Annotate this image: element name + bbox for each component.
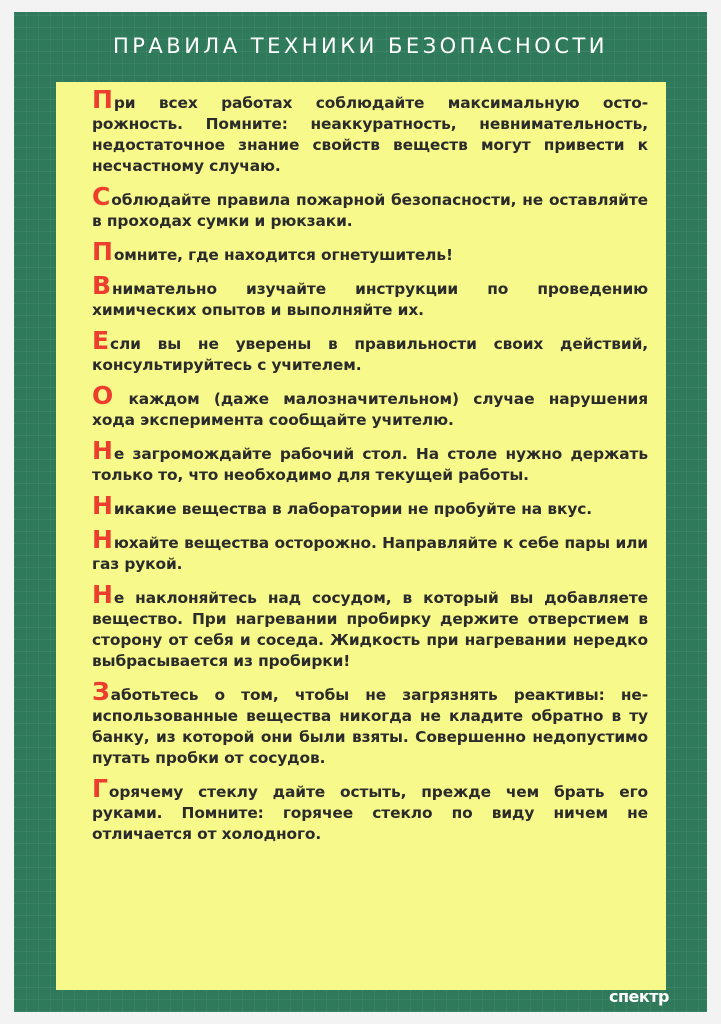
- publisher-logo: спектр: [609, 987, 669, 1006]
- rule-item: [92, 85, 648, 177]
- poster-title: ПРАВИЛА ТЕХНИКИ БЕЗОПАСНОСТИ: [112, 34, 609, 58]
- rules-panel: [56, 82, 666, 990]
- rule-initial: Е: [92, 326, 109, 355]
- rule-initial: Н: [92, 580, 113, 609]
- rule-text: юхайте вещества осторожно. Направляйте к себе пары или газ рукой.: [92, 534, 648, 573]
- rule-text: облюдайте правила пожарной безопасности, не оставляйте в проходах сумки и рюкзаки.: [92, 191, 648, 230]
- rule-item: [92, 326, 648, 376]
- rule-text: сли вы не уверены в правильности своих действий, консультируйтесь с учителем.: [92, 335, 648, 374]
- rule-text: нимательно изучайте инструкции по проведению химических опытов и выполняйте их.: [92, 280, 648, 319]
- rule-text: е наклоняйтесь над сосудом, в который вы добавляете вещество. При нагревании пробирку держите отверстием в сторону от себя и соседа. Жидкость при нагревании нередко выбрасывается из пробирки!: [92, 589, 648, 670]
- rule-text: омните, где находится огнетушитель!: [113, 246, 453, 264]
- rule-initial: В: [92, 271, 111, 300]
- rule-item: [92, 182, 648, 232]
- rule-text: орячему стеклу дайте остыть, прежде чем брать его руками. Помните: горячее стекло по виду ничем не отличается от холодного.: [92, 783, 648, 843]
- rule-item: [92, 491, 648, 520]
- rule-initial: П: [92, 85, 113, 114]
- rule-text: каждом (даже малозначительном) случае нарушения хода эксперимента сообщайте учителю.: [92, 390, 648, 429]
- rule-item: [92, 774, 648, 845]
- rule-text: аботьтесь о том, чтобы не загрязнять реактивы: не-использованные вещества никогда не кладите обратно в ту банку, из которой они были взяты. Совершенно недопустимо путать пробки от сосудов.: [92, 686, 648, 767]
- rule-item: [92, 677, 648, 769]
- rule-text: ри всех работах соблюдайте максимальную осто-рожность. Помните: неаккуратность, невнимательность, недостаточное знание свойств веществ могут привести к несчастному случаю.: [92, 94, 648, 175]
- rule-initial: П: [92, 237, 113, 266]
- rule-text: икакие вещества в лаборатории не пробуйте на вкус.: [113, 500, 593, 518]
- rule-item: [92, 436, 648, 486]
- rule-text: е загромождайте рабочий стол. На столе нужно держать только то, что необходимо для текущей работы.: [92, 445, 648, 484]
- rule-item: [92, 580, 648, 672]
- rule-initial: Г: [92, 774, 108, 803]
- rule-item: [92, 381, 648, 431]
- rule-initial: З: [92, 677, 110, 706]
- safety-poster: [14, 12, 707, 1012]
- rule-item: [92, 237, 648, 266]
- rule-item: [92, 525, 648, 575]
- rule-initial: О: [92, 381, 114, 410]
- rule-initial: Н: [92, 436, 113, 465]
- rule-item: [92, 271, 648, 321]
- rule-initial: Н: [92, 491, 113, 520]
- rule-initial: Н: [92, 525, 113, 554]
- rule-initial: С: [92, 182, 111, 211]
